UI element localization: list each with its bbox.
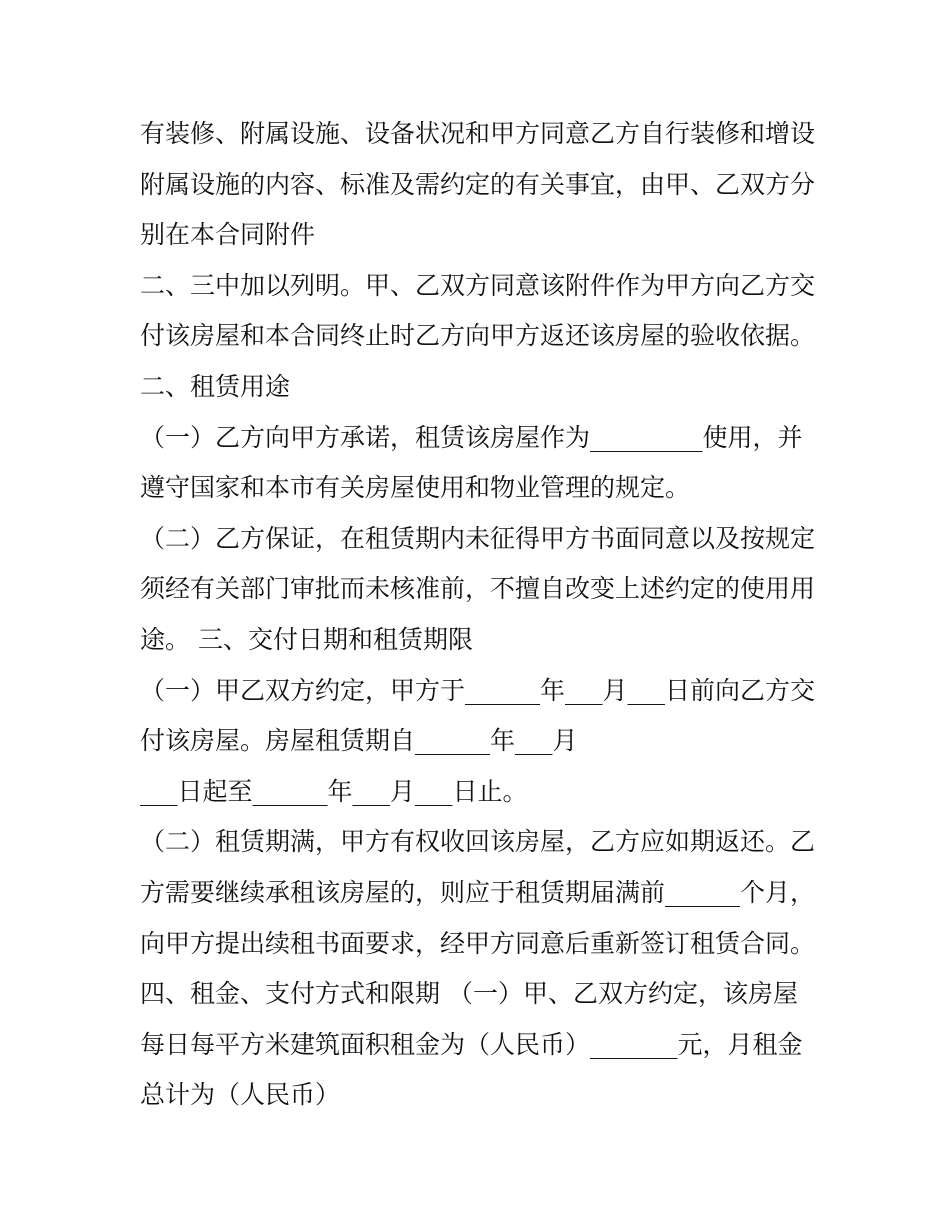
text-line-9: （二）乙方保证，在租赁期内未征得甲方书面同意以及按规定: [140, 523, 816, 553]
text-line-2: 附属设施的内容、标准及需约定的有关事宜，由甲、乙双方分: [140, 169, 816, 199]
text-line-17: 向甲方提出续租书面要求，经甲方同意后重新签订租赁合同。: [140, 928, 816, 958]
text-line-16: 方需要继续承租该房屋的，则应于租赁期届满前______个月，: [140, 877, 816, 907]
text-line-13: 付该房屋。房屋租赁期自______年___月: [140, 726, 578, 756]
text-line-10: 须经有关部门审批而未核准前，不擅自改变上述约定的使用用: [140, 574, 816, 604]
text-line-1: 有装修、附属设施、设备状况和甲方同意乙方自行装修和增设: [140, 119, 816, 148]
text-line-14: ___日起至______年___月___日止。: [140, 776, 528, 806]
text-line-20: 总计为（人民币）: [140, 1080, 341, 1110]
text-line-5: 付该房屋和本合同终止时乙方向甲方返还该房屋的验收依据。: [140, 321, 816, 351]
text-line-18: 四、租金、支付方式和限期 （一）甲、乙双方约定，该房屋: [140, 979, 798, 1009]
section-heading-rental-use: 二、租赁用途: [140, 371, 291, 401]
text-line-4: 二、三中加以列明。甲、乙双方同意该附件作为甲方向乙方交: [140, 270, 816, 300]
text-line-15: （二）租赁期满，甲方有权收回该房屋，乙方应如期返还。乙: [140, 827, 816, 857]
text-line-19: 每日每平方米建筑面积租金为（人民币）_______元，月租金: [140, 1029, 803, 1059]
contract-text: [140, 109, 830, 1121]
text-line-7: （一）乙方向甲方承诺，租赁该房屋作为_________使用，并: [140, 422, 803, 452]
text-line-12: （一）甲乙双方约定，甲方于______年___月___日前向乙方交: [140, 675, 816, 705]
text-line-11: 途。 三、交付日期和租赁期限: [140, 624, 473, 654]
text-line-8: 遵守国家和本市有关房屋使用和物业管理的规定。: [140, 473, 691, 503]
text-line-3: 别在本合同附件: [140, 220, 316, 250]
